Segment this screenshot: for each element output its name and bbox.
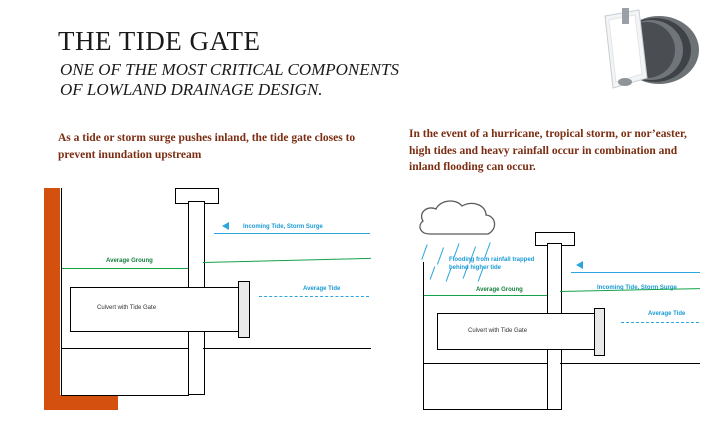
page-title: THE TIDE GATE [58, 26, 261, 56]
rain-streak [437, 247, 444, 264]
ground-line-left-segment [62, 268, 188, 269]
bed-line-left [423, 363, 547, 364]
page-subtitle-line-2: OF LOWLAND DRAINAGE DESIGN. [60, 80, 323, 99]
bed-line-right [560, 363, 700, 364]
label-flooding: Flooding from rainfall trapped behind higher tide [449, 257, 535, 272]
tide-gate-flap [594, 308, 605, 356]
bed-line-left [61, 348, 188, 349]
wall-line-left [423, 262, 424, 410]
panel-heading-right: In the event of a hurricane, tropical storm, or nor’easter, high tides and heavy rainfall occur in combination and inland flooding can occur. [409, 128, 687, 174]
label-average-tide: Average Tide [648, 311, 686, 317]
base-line-left [423, 409, 547, 410]
average-tide-dash [259, 296, 369, 297]
label-culvert: Culvert with Tide Gate [468, 328, 528, 334]
label-average-ground: Average Groung [106, 258, 153, 264]
tide-gate-flap [238, 281, 250, 338]
ground-line-right-segment [560, 288, 700, 292]
label-average-tide: Average Tide [303, 286, 341, 292]
ground-line-right-segment [203, 258, 371, 263]
label-incoming-tide: Incoming Tide, Storm Surge [243, 224, 323, 230]
average-tide-dash [621, 322, 699, 323]
incoming-tide-arrow [222, 222, 229, 230]
label-culvert: Culvert with Tide Gate [97, 305, 157, 311]
rain-streak [430, 266, 436, 279]
accent-bar-vertical [44, 188, 60, 404]
ground-line-left-segment [424, 295, 547, 296]
page-subtitle-line-1: ONE OF THE MOST CRITICAL COMPONENTS [60, 60, 399, 79]
bed-line-right [203, 348, 371, 349]
tide-gate-photo [585, 4, 705, 100]
wall-line-left [61, 188, 62, 396]
storm-cloud-icon [414, 196, 500, 242]
panel-heading-left: As a tide or storm surge pushes inland, the tide gate closes to prevent inundation upstream [58, 132, 356, 161]
accent-bar-horizontal [44, 395, 118, 410]
base-line-left [61, 395, 189, 396]
tide-surface-line [214, 233, 370, 234]
rain-streak [421, 244, 427, 259]
tide-surface-line [571, 272, 700, 273]
incoming-tide-arrow [576, 261, 583, 269]
label-incoming-tide: Incoming Tide, Storm Surge [597, 285, 677, 291]
label-average-ground: Average Groung [476, 287, 523, 293]
